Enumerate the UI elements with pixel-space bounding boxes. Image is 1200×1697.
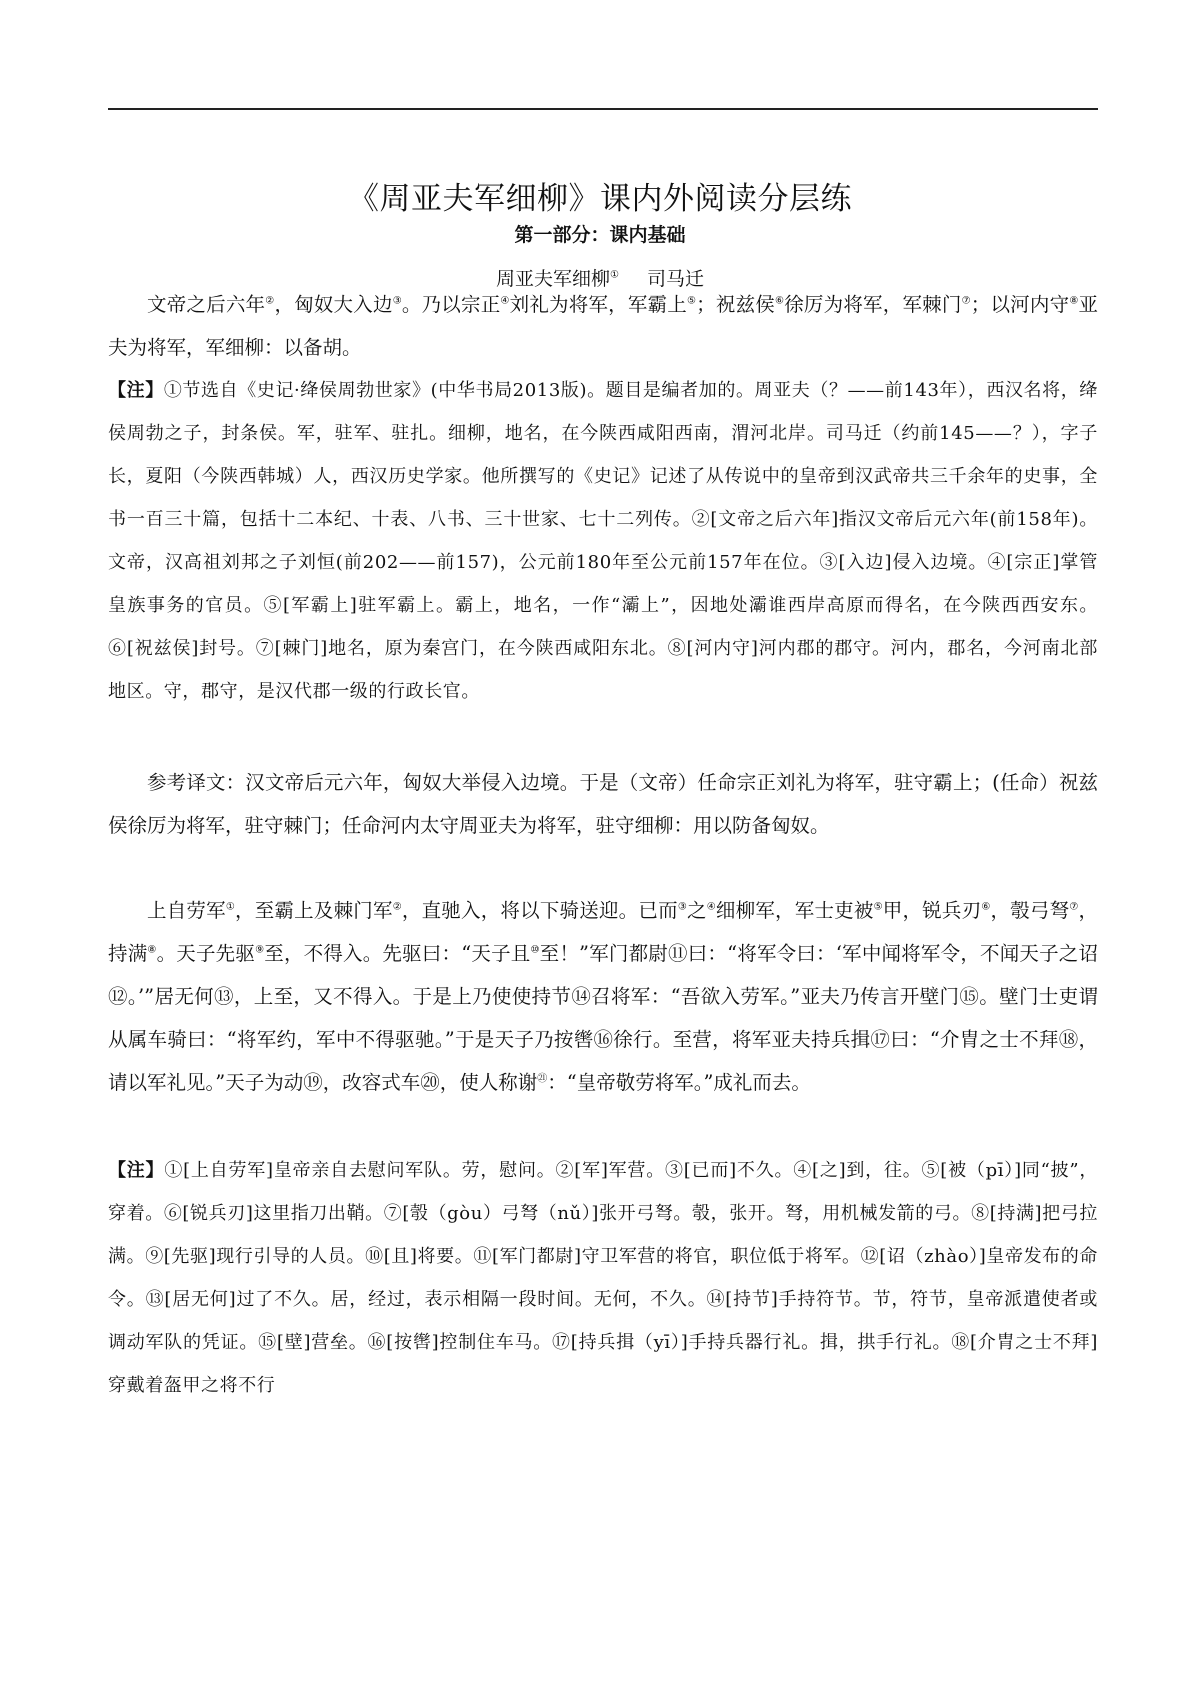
passage-text: 至，不得入。先驱曰：“天子且 [264,942,531,965]
footnote-marker: ① [225,901,236,913]
passage-text: ；以河内守 [970,293,1070,316]
footnote-marker: ⑦ [961,295,971,307]
author-name: 司马迁 [646,268,704,290]
footnote-marker: ③ [392,295,402,307]
notes-label: 【注】 [108,380,164,401]
passage-text: 亚夫为将军，军细柳：以备胡。 [108,293,1099,359]
footnote-marker: ⑤ [686,295,697,307]
passage-text: 甲，锐兵刃 [882,899,982,922]
footnote-marker: ③ [677,901,687,913]
passage-text: 细柳军，军士吏被 [715,899,874,922]
passage-text: 之 [687,899,707,922]
footnote-marker: ⑧ [147,944,157,956]
section-heading: 第一部分：课内基础 [514,224,686,246]
passage-text: 刘礼为将军，军霸上 [509,293,687,316]
passage-text: ，直驰入，将以下骑送迎。已而 [401,899,678,922]
passage-text: ，匈奴大入边 [274,293,393,316]
passage-text: ，持满 [108,899,1099,965]
footnote-marker: ⑧ [1069,295,1079,307]
footnote-marker: ② [392,901,402,913]
passage-text: 。乃以宗正 [401,293,501,316]
passage-text: 文帝之后六年 [147,293,266,316]
footnote-marker: ④ [500,295,510,307]
footnote-marker: ㉑ [537,1073,548,1085]
passage-paragraph-2 [108,889,1098,1104]
footnote-marker: ⑥ [981,901,991,913]
document-title: 《周亚夫军细柳》课内外阅读分层练 [348,180,852,217]
footnote-marker: ⑩ [530,944,540,956]
header-rule [108,108,1098,110]
text-title: 周亚夫军细柳 [496,268,611,290]
passage-text: 徐厉为将军，军棘门 [784,293,962,316]
passage-text: 。天子先驱 [156,942,256,965]
footnote-marker: ⑨ [255,944,265,956]
notes-paragraph-1 [108,369,1098,713]
translation-paragraph: 参考译文：汉文帝后元六年，匈奴大举侵入边境。于是（文帝）任命宗正刘礼为将军，驻守霸上；(任命）祝兹侯徐厉为将军，驻守棘门；任命河内太守周亚夫为将军，驻守细柳：用以防备匈奴。 [108,771,1098,837]
passage-text: 上自劳军 [147,899,226,922]
notes-text: ①节选自《史记·绛侯周勃世家》(中华书局2013版)。题目是编者加的。周亚夫（？——前143年），西汉名将，绛侯周勃之子，封条侯。军，驻军、驻扎。细柳，地名，在今陕西咸阳西南，渭河北岸。司马迁（约前145——？），字子长，夏阳（今陕西韩城）人，西汉历史学家。他所撰写的《史记》记述了从传说中的皇帝到汉武帝共三千余年的史事，全书一百三十篇，包括十二本纪、十表、八书、三十世家、七十二列传。②[文帝之后六年]指汉文帝后元六年(前158年)。文帝，汉高祖刘邦之子刘恒(前202——前157)，公元前180年至公元前157年在位。③[入边]侵入边境。④[宗正]掌管皇族事务的官员。⑤[军霸上]驻军霸上。霸上，地名，一作“灞上”，因地处灞谁西岸高原而得名，在今陕西西安东。⑥[祝兹侯]封号。⑦[棘门]地名，原为秦宫门，在今陕西咸阳东北。⑧[河内守]河内郡的郡守。河内，郡名，今河南北部地区。守，郡守，是汉代郡一级的行政长官。 [108,380,1098,702]
footnote-marker: ① [610,269,619,281]
passage-text: ；祝兹侯 [696,293,776,316]
footnote-marker: ② [265,295,275,307]
passage-text: ，至霸上及棘门军 [235,899,393,922]
notes-paragraph-2 [108,1149,1098,1407]
passage-paragraph-1 [108,283,1098,369]
notes-label: 【注】 [108,1160,165,1181]
passage-text: ，彀弓弩 [990,899,1070,922]
passage-text: ：“皇帝敬劳将军。”成礼而去。 [547,1071,811,1094]
footnote-marker: ④ [706,901,716,913]
passage-text: 至！”军门都尉⑪曰：“将军令曰：‘军中闻将军令，不闻天子之诏⑫。’”居无何⑬，上至，又不得入。于是上乃使使持节⑭召将军：“吾欲入劳军。”亚夫乃传言开壁门⑮。壁门士吏谓从属车骑曰：“将军约，军中不得驱驰。”于是天子乃按辔⑯徐行。至营，将军亚夫持兵揖⑰曰：“介胄之士不拜⑱，请以军礼见。”天子为动⑲，改容式车⑳，使人称谢 [108,942,1099,1094]
footnote-marker: ⑦ [1069,901,1079,913]
notes-text: ①[上自劳军]皇帝亲自去慰问军队。劳，慰问。②[军]军营。③[已而]不久。④[之]到，往。⑤[被（pī）]同“披”，穿着。⑥[锐兵刃]这里指刀出鞘。⑦[彀（gòu）弓弩（nǔ）]张开弓弩。彀，张开。弩，用机械发箭的弓。⑧[持满]把弓拉满。⑨[先驱]现行引导的人员。⑩[且]将要。⑪[军门都尉]守卫军营的将官，职位低于将军。⑫[诏（zhào）]皇帝发布的命令。⑬[居无何]过了不久。居，经过，表示相隔一段时间。无何，不久。⑭[持节]手持符节。节，符节，皇帝派遣使者或调动军队的凭证。⑮[壁]营垒。⑯[按辔]控制住车马。⑰[持兵揖（yī）]手持兵器行礼。揖，拱手行礼。⑱[介胄之士不拜]穿戴着盔甲之将不行 [108,1160,1098,1396]
footnote-marker: ⑥ [775,295,785,307]
footnote-marker: ⑤ [873,901,883,913]
